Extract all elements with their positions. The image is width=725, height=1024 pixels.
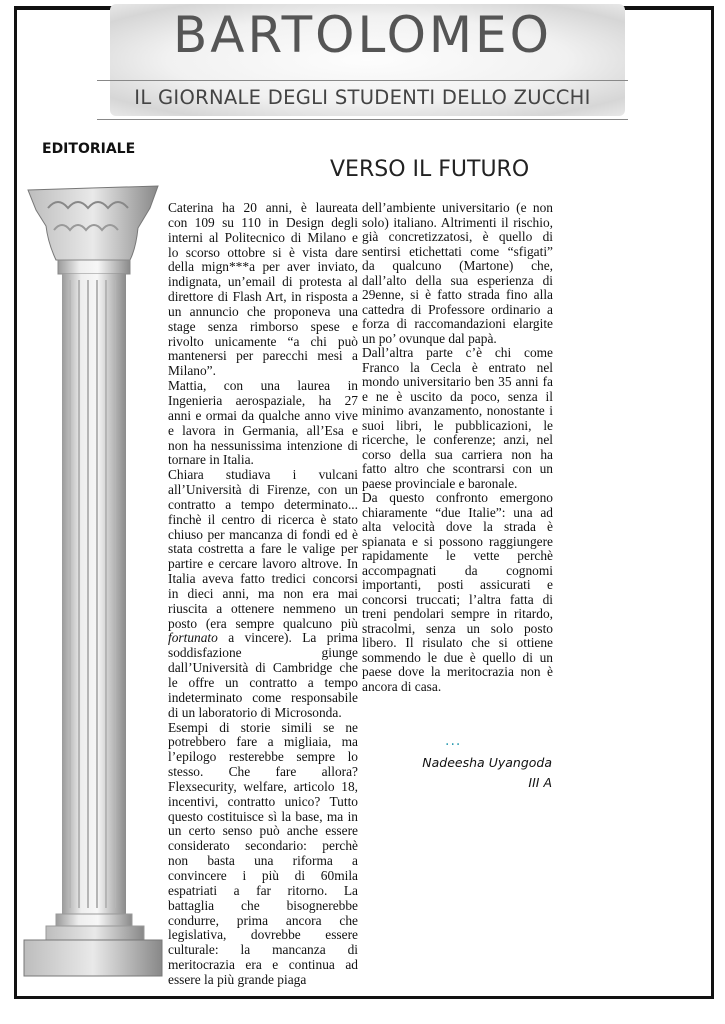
text-line <box>168 928 358 943</box>
text-line-content: dall’Università di Cambridge che <box>168 660 358 676</box>
text-line <box>168 899 358 914</box>
text-line <box>362 651 553 666</box>
text-line <box>168 305 358 320</box>
text-line <box>362 317 553 332</box>
text-line-content: battaglia che bisognerebbe <box>168 897 358 913</box>
text-line-content: anni e ormai da qualche anno vive <box>168 407 358 423</box>
text-line <box>168 810 358 825</box>
text-line <box>362 419 553 434</box>
text-line-content: concorsi truccati; l’altra fatta di <box>362 591 553 607</box>
text-line-content: libero. Il risulato che si ottiene <box>362 635 553 650</box>
text-line <box>168 765 358 780</box>
text-line-content: paese dove la meritocrazia non è <box>362 664 553 679</box>
text-line <box>168 364 358 379</box>
text-line <box>362 680 553 695</box>
text-line-content: Chiara studiava i vulcani <box>168 467 358 483</box>
text-line <box>168 439 358 454</box>
text-line <box>362 274 553 289</box>
text-line <box>362 462 553 477</box>
text-line <box>168 869 358 884</box>
text-line-content: chiaramente “due Italie”: una ad <box>362 504 553 520</box>
text-line-content: finchè il centro di ricerca è stato <box>168 511 358 527</box>
text-line-content: legislativa, dovrebbe essere <box>168 927 358 943</box>
corinthian-column-image <box>18 168 168 980</box>
text-line-content: cattedra di Professore ordinario a <box>362 301 553 317</box>
text-line <box>168 335 358 350</box>
text-line-content: Caterina ha 20 anni, è laureata <box>168 200 358 215</box>
text-line <box>362 491 553 506</box>
text-line-content: e lavora in Germania, all’Esa e <box>168 422 358 438</box>
text-line-content: Italia aveva fatto tredici concorsi <box>168 571 358 587</box>
article-column-2 <box>362 201 553 694</box>
text-line-content: importanti, posti assicurati e <box>362 577 553 592</box>
text-line-content: suoi libri, le pubblicazioni, le <box>362 417 553 433</box>
text-line <box>168 290 358 305</box>
text-line <box>168 839 358 854</box>
text-line-content: Da questo confronto emergono <box>362 490 553 505</box>
text-line-content: un po’ ovunque dal papà. <box>362 330 497 346</box>
newspaper-title: BARTOLOMEO <box>172 6 553 64</box>
text-line-content: potrebbero fare a migliaia, ma <box>168 734 358 750</box>
text-line-content: Milano”. <box>168 363 216 379</box>
text-line-content: rivolto unicamente “a chi può <box>168 333 358 349</box>
text-line-content: indeterminato come responsabile <box>168 689 358 705</box>
byline <box>422 753 552 793</box>
separator-dots: ... <box>445 733 462 749</box>
text-line <box>362 665 553 680</box>
text-line <box>168 735 358 750</box>
text-line <box>362 288 553 303</box>
text-line-content: Esempi di storie simili se ne <box>168 719 358 735</box>
text-line <box>362 404 553 419</box>
text-line <box>168 943 358 958</box>
text-line <box>168 498 358 513</box>
text-line <box>362 622 553 637</box>
text-line-content: considerato secondario: perchè <box>168 838 358 854</box>
text-line <box>168 706 358 721</box>
text-line-content: sommendo le due è quello di un <box>362 649 553 665</box>
text-line-content: direttore di Flash Art, in risposta a <box>168 289 358 305</box>
text-line-content: incentivi, contratto unico? Tutto <box>168 793 358 809</box>
text-line-content: da qualcuno (Martone) che, <box>362 258 553 273</box>
text-line-content: condurre, prima ancora che <box>168 912 358 928</box>
text-line-content: Franco la Cecla è entrato nel <box>362 359 553 375</box>
text-line-content: mantenersi per parecchi mesi a <box>168 348 358 364</box>
text-line <box>168 557 358 572</box>
text-line <box>362 578 553 593</box>
text-line <box>362 201 553 216</box>
text-line <box>168 320 358 335</box>
text-line <box>362 593 553 608</box>
text-line <box>168 394 358 409</box>
text-line <box>362 375 553 390</box>
text-line-content: di un laboratorio di Microsonda. <box>168 704 342 720</box>
author-class: III A <box>528 775 552 790</box>
text-line-content: meritocrazia era e continua ad <box>168 957 358 973</box>
text-line-content: all’Università di Firenze, con un <box>168 482 358 498</box>
text-line-content: contratto a tempo determinato... <box>168 496 358 512</box>
text-line-content: Flexsecurity, welfare, articolo 18, <box>168 778 358 794</box>
section-label: EDITORIALE <box>42 141 136 157</box>
text-line <box>362 303 553 318</box>
text-line <box>168 572 358 587</box>
text-line <box>168 780 358 795</box>
text-line-content: 29enne, si è fatto strada fino alla <box>362 287 553 302</box>
text-line-content: treni pendolari sempre in ritardo, <box>362 606 553 621</box>
text-line <box>362 549 553 564</box>
text-line-content: partire e cercare lavoro altrove. In <box>168 556 358 572</box>
text-line-content: lo scorso ottobre si è vista dare <box>168 244 358 260</box>
text-line-content: chiuso per mancanza di fondi ed è <box>168 526 358 542</box>
text-line-content: ricerche, le conferenze; anzi, nel <box>362 432 553 447</box>
text-line <box>362 506 553 521</box>
text-line-content: un annuncio che proponeva una <box>168 303 358 319</box>
text-line-content: non ha nessunissima intenzione di <box>168 437 358 453</box>
text-line-content: le offre un contratto a tempo <box>168 675 358 690</box>
text-line <box>362 433 553 448</box>
text-line-content: essere la più grande piaga <box>168 971 307 987</box>
text-line-content: accompagnati da cognomi <box>362 562 553 578</box>
text-line <box>168 216 358 231</box>
author-name: Nadeesha Uyangoda <box>422 755 552 770</box>
article-headline: VERSO IL FUTURO <box>330 157 530 182</box>
text-line <box>168 542 358 557</box>
text-line <box>362 390 553 405</box>
text-line <box>168 483 358 498</box>
text-line-content: tornare in Italia. <box>168 452 254 468</box>
text-line <box>168 824 358 839</box>
text-line-content: alta velocità dove la strada è <box>362 519 553 534</box>
text-line <box>168 409 358 424</box>
text-line-content: sentirsi etichettati come “sfigati” <box>362 243 553 259</box>
text-line <box>362 636 553 651</box>
text-line <box>168 617 358 632</box>
text-line-content: corso della sua carriera non ha <box>362 446 553 462</box>
text-line-content: minimo avanzamento, nonostante i <box>362 403 553 418</box>
text-line <box>362 448 553 463</box>
text-line-content: paese provinciale e baronale. <box>362 475 518 491</box>
text-line <box>168 379 358 394</box>
text-line <box>362 361 553 376</box>
text-line <box>168 958 358 973</box>
text-line-content: forza di raccomandazioni elargite <box>362 316 553 331</box>
text-line-content: Mattia, con una laurea in <box>168 378 358 394</box>
text-line <box>168 691 358 706</box>
text-line-content: indignata, un’email di protesta al <box>168 274 358 290</box>
text-line <box>362 332 553 347</box>
text-line <box>168 631 358 646</box>
text-line <box>168 513 358 528</box>
text-line-content: stesso. Che fare allora? <box>168 764 358 780</box>
text-line <box>168 453 358 468</box>
text-line <box>168 646 358 661</box>
text-line <box>362 216 553 231</box>
text-line-content: spianata e si possono raggiungere <box>362 533 553 549</box>
text-line <box>168 424 358 439</box>
text-line-content: convincere i più di 60mila <box>168 867 358 883</box>
italic-word: fortunato <box>168 630 218 646</box>
text-line-content: in dieci anni, ma non era mai <box>168 585 358 601</box>
text-line <box>168 973 358 988</box>
text-line-content: soddisfazione giunge <box>168 645 358 661</box>
text-line-content: non basta una riforma a <box>168 853 358 869</box>
article-column-1 <box>168 201 358 988</box>
text-line <box>362 259 553 274</box>
text-line-content: stage senza rimborso spese e <box>168 318 358 334</box>
text-line <box>362 477 553 492</box>
text-line-content: espatriati a far ritorno. La <box>168 882 358 898</box>
text-line <box>362 230 553 245</box>
text-line <box>168 231 358 246</box>
text-line-content: rapidamente le vette perchè <box>362 548 553 563</box>
text-line-content: stata costretta a fare le valige per <box>168 541 358 557</box>
text-line-content: solo) italiano. Altrimenti il rischio, <box>362 214 553 230</box>
text-line <box>168 914 358 929</box>
text-line <box>168 275 358 290</box>
text-line-content: un certo senso può anche essere <box>168 823 358 839</box>
text-line <box>168 246 358 261</box>
text-line-content: dall’alto della sua esperienza di <box>362 272 553 288</box>
text-line-content: e ne è uscito da poco, senza il <box>362 388 553 404</box>
text-line <box>362 520 553 535</box>
masthead-rule-bottom <box>97 119 628 120</box>
text-line <box>168 795 358 810</box>
text-line-content: interni al Politecnico di Milano e <box>168 229 358 245</box>
text-line-content: l’epilogo resterebbe sempre lo <box>168 749 358 765</box>
text-line-content: Dall’altra parte c’è chi come <box>362 345 553 360</box>
text-line <box>168 721 358 736</box>
text-line <box>168 661 358 676</box>
text-line <box>168 528 358 543</box>
text-line-content: stracolmi, senza un solo posto <box>362 620 553 636</box>
text-line <box>168 676 358 691</box>
text-line <box>362 607 553 622</box>
text-line <box>168 587 358 602</box>
text-line-content: culturale: la mancanza di <box>168 942 358 958</box>
text-line-content: posto (era sempre qualcuno più <box>168 615 358 631</box>
text-line-content: della mign***a per aver inviato, <box>168 259 358 275</box>
text-line <box>168 602 358 617</box>
text-line-content: mondo universitario ben 35 anni fa <box>362 374 553 389</box>
text-line <box>362 535 553 550</box>
text-line <box>168 260 358 275</box>
text-line <box>168 884 358 899</box>
text-line <box>362 346 553 361</box>
text-line-content: Ingenieria aerospaziale, ha 27 <box>168 392 358 408</box>
text-line-content: riuscita a ottenere nemmeno un <box>168 600 358 616</box>
text-line <box>362 564 553 579</box>
text-line <box>168 349 358 364</box>
text-line-content: dell’ambiente universitario (e non <box>362 200 553 215</box>
text-line <box>168 854 358 869</box>
text-line <box>168 201 358 216</box>
text-line <box>168 750 358 765</box>
text-line <box>168 468 358 483</box>
text-line-content: con 109 su 110 in Design degli <box>168 214 358 230</box>
newspaper-subtitle: IL GIORNALE DEGLI STUDENTI DELLO ZUCCHI <box>134 86 591 109</box>
text-line <box>362 245 553 260</box>
masthead-rule-top <box>97 80 628 81</box>
text-line-content: ancora di casa. <box>362 678 442 694</box>
text-line-content: fatto altro che scontrarsi con un <box>362 461 553 476</box>
text-line-content: a vincere). La prima <box>217 630 358 646</box>
text-line-content: già concretizzatosi, è quello di <box>362 229 553 244</box>
text-line-content: questo costituisce sì la base, ma in <box>168 808 358 824</box>
